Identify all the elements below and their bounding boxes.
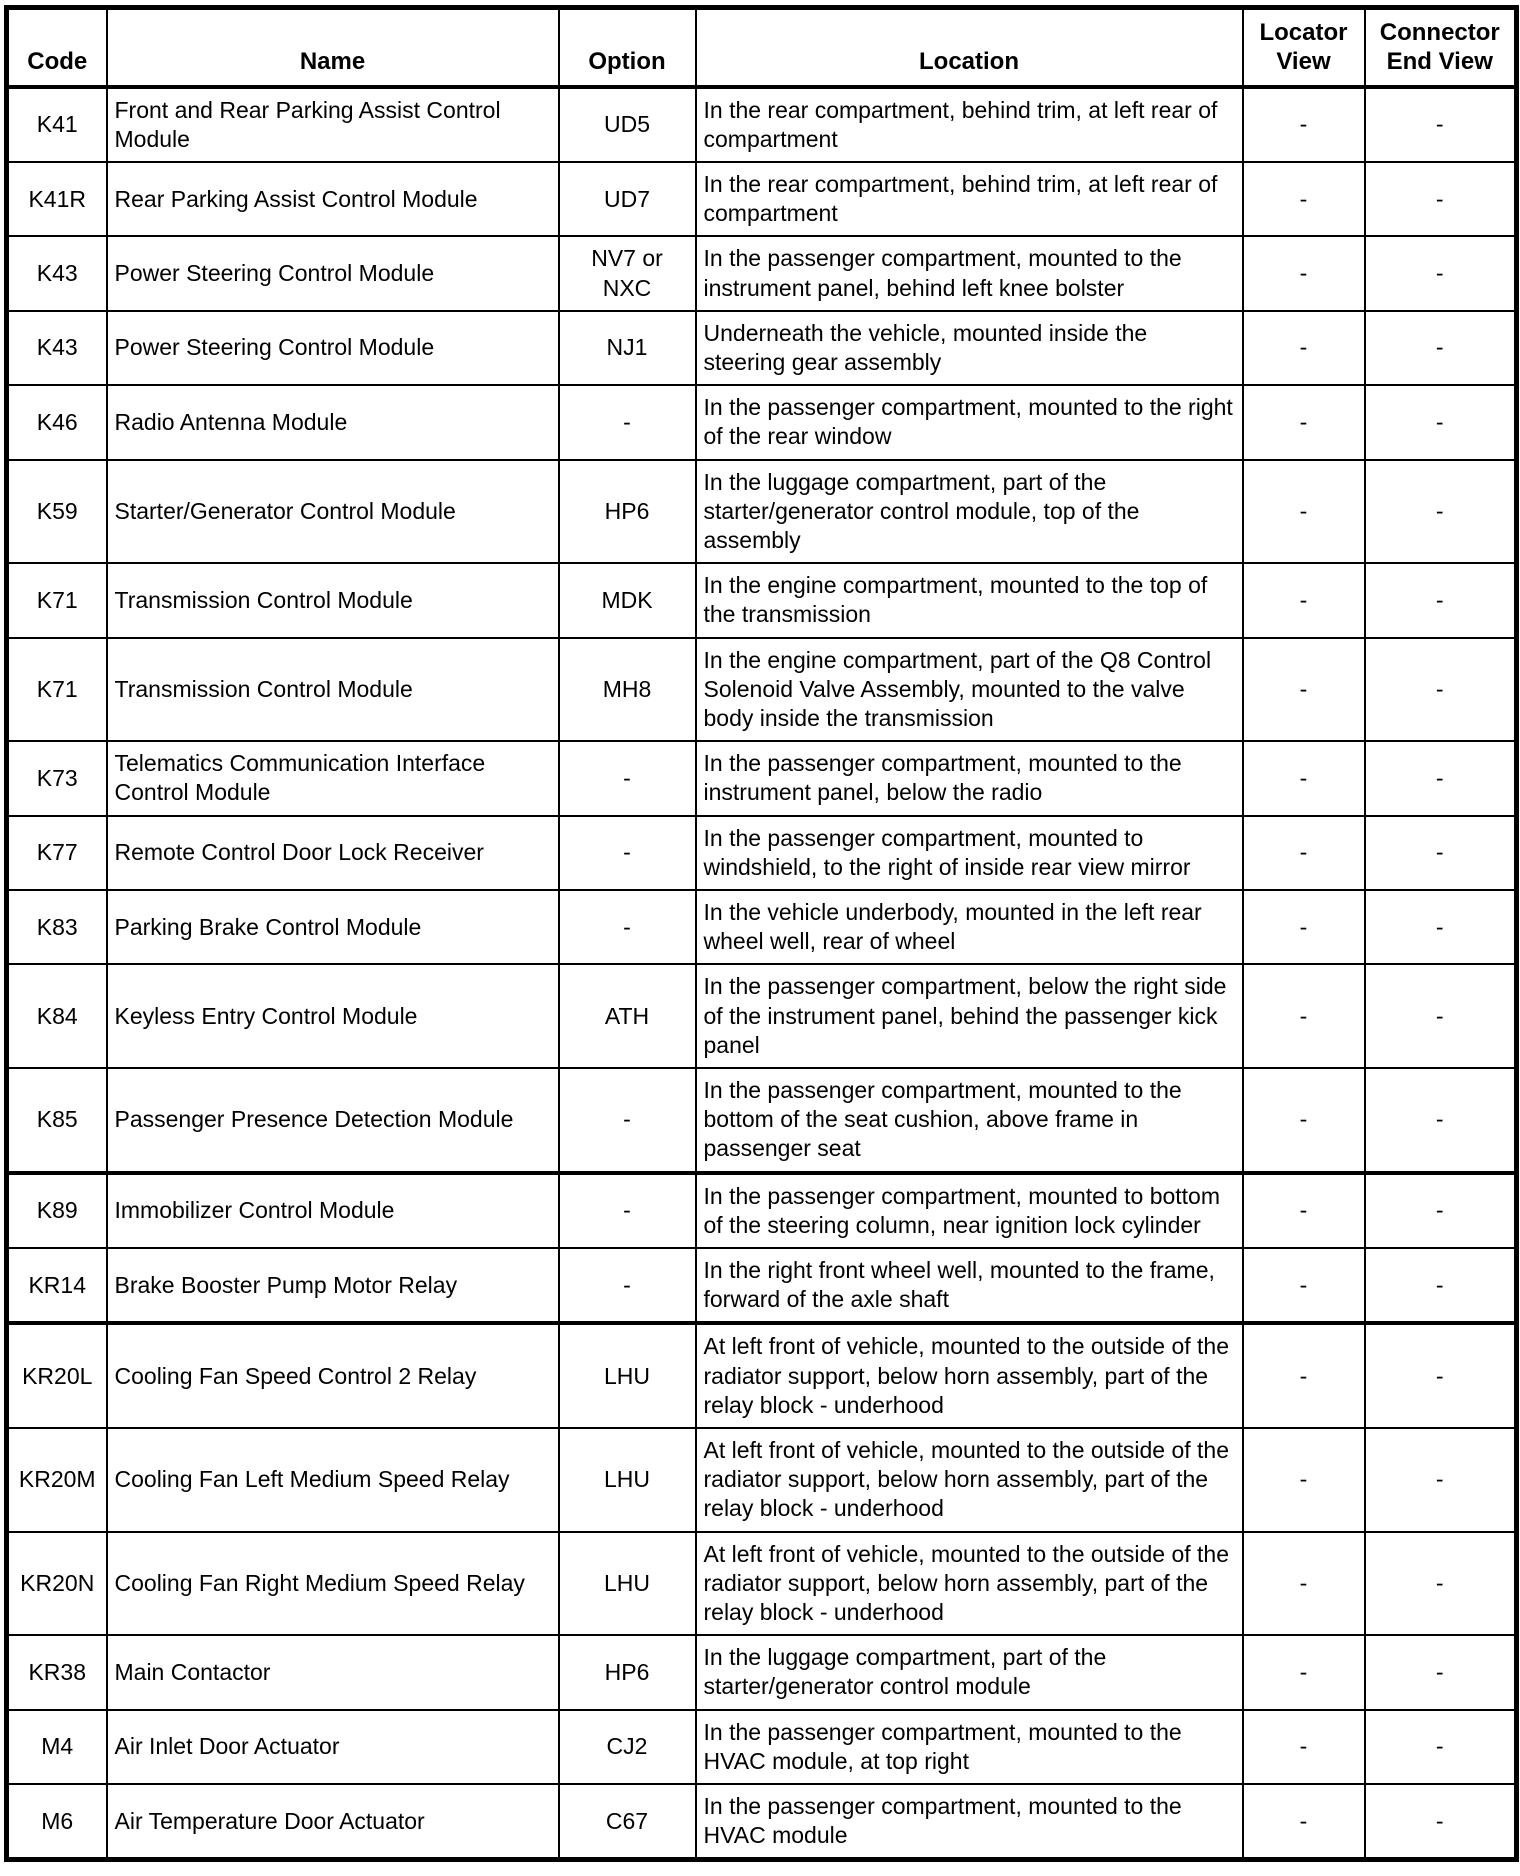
code-cell: K43: [7, 311, 107, 385]
table-row: [7, 311, 1517, 385]
option-cell: HP6: [559, 1635, 696, 1709]
header-code: Code: [7, 8, 107, 87]
location-cell: At left front of vehicle, mounted to the outside of the radiator support, below horn assembly, part of the relay block - underhood: [696, 1532, 1243, 1636]
connector-end-view-cell: -: [1365, 236, 1517, 310]
option-cell: -: [559, 1173, 696, 1248]
option-cell: UD7: [559, 162, 696, 236]
locator-view-cell: -: [1243, 162, 1365, 236]
locator-view-cell: -: [1243, 890, 1365, 964]
locator-view-cell: -: [1243, 236, 1365, 310]
connector-end-view-cell: -: [1365, 1248, 1517, 1323]
header-name: Name: [107, 8, 559, 87]
locator-view-cell: -: [1243, 87, 1365, 162]
connector-end-view-cell: -: [1365, 1428, 1517, 1532]
code-cell: K46: [7, 385, 107, 459]
table-row: [7, 1248, 1517, 1323]
connector-end-view-cell: -: [1365, 816, 1517, 890]
option-cell: -: [559, 385, 696, 459]
code-cell: K43: [7, 236, 107, 310]
location-cell: In the passenger compartment, mounted to the bottom of the seat cushion, above frame in passenger seat: [696, 1068, 1243, 1173]
locator-view-cell: -: [1243, 1784, 1365, 1860]
table-body: [7, 87, 1517, 1860]
locator-view-cell: -: [1243, 311, 1365, 385]
locator-view-cell: -: [1243, 816, 1365, 890]
table-row: [7, 1323, 1517, 1428]
location-cell: In the luggage compartment, part of the starter/generator control module: [696, 1635, 1243, 1709]
option-cell: LHU: [559, 1323, 696, 1428]
table-row: [7, 385, 1517, 459]
option-cell: -: [559, 1248, 696, 1323]
location-cell: In the engine compartment, mounted to the top of the transmission: [696, 563, 1243, 637]
locator-view-cell: -: [1243, 460, 1365, 564]
connector-end-view-cell: -: [1365, 162, 1517, 236]
table-row: [7, 1635, 1517, 1709]
location-cell: In the passenger compartment, mounted to the instrument panel, behind left knee bolster: [696, 236, 1243, 310]
connector-end-view-cell: -: [1365, 1173, 1517, 1248]
location-cell: In the passenger compartment, mounted to the right of the rear window: [696, 385, 1243, 459]
locator-view-cell: -: [1243, 563, 1365, 637]
table-row: [7, 1068, 1517, 1173]
locator-view-cell: -: [1243, 1323, 1365, 1428]
option-cell: MDK: [559, 563, 696, 637]
name-cell: Telematics Communication Interface Control Module: [107, 741, 559, 815]
name-cell: Cooling Fan Left Medium Speed Relay: [107, 1428, 559, 1532]
name-cell: Keyless Entry Control Module: [107, 964, 559, 1068]
code-cell: K73: [7, 741, 107, 815]
option-cell: -: [559, 816, 696, 890]
name-cell: Cooling Fan Speed Control 2 Relay: [107, 1323, 559, 1428]
name-cell: Air Inlet Door Actuator: [107, 1710, 559, 1784]
code-cell: K41: [7, 87, 107, 162]
connector-end-view-cell: -: [1365, 385, 1517, 459]
location-cell: In the passenger compartment, below the right side of the instrument panel, behind the passenger kick panel: [696, 964, 1243, 1068]
table-row: [7, 162, 1517, 236]
connector-end-view-cell: -: [1365, 964, 1517, 1068]
option-cell: -: [559, 1068, 696, 1173]
code-cell: KR20L: [7, 1323, 107, 1428]
locator-view-cell: -: [1243, 1248, 1365, 1323]
table-row: [7, 236, 1517, 310]
table-row: [7, 964, 1517, 1068]
option-cell: HP6: [559, 460, 696, 564]
location-cell: At left front of vehicle, mounted to the outside of the radiator support, below horn assembly, part of the relay block - underhood: [696, 1323, 1243, 1428]
code-cell: M6: [7, 1784, 107, 1860]
connector-end-view-cell: -: [1365, 87, 1517, 162]
table-row: [7, 890, 1517, 964]
connector-end-view-cell: -: [1365, 1635, 1517, 1709]
connector-end-view-cell: -: [1365, 638, 1517, 742]
connector-end-view-cell: -: [1365, 1784, 1517, 1860]
location-cell: In the passenger compartment, mounted to the HVAC module, at top right: [696, 1710, 1243, 1784]
locator-view-cell: -: [1243, 1428, 1365, 1532]
table-row: [7, 1532, 1517, 1636]
table-row: [7, 87, 1517, 162]
name-cell: Transmission Control Module: [107, 638, 559, 742]
code-cell: K41R: [7, 162, 107, 236]
location-cell: At left front of vehicle, mounted to the outside of the radiator support, below horn assembly, part of the relay block - underhood: [696, 1428, 1243, 1532]
location-cell: In the passenger compartment, mounted to the HVAC module: [696, 1784, 1243, 1860]
location-cell: Underneath the vehicle, mounted inside the steering gear assembly: [696, 311, 1243, 385]
code-cell: K89: [7, 1173, 107, 1248]
code-cell: K59: [7, 460, 107, 564]
option-cell: -: [559, 890, 696, 964]
name-cell: Power Steering Control Module: [107, 236, 559, 310]
code-cell: K71: [7, 638, 107, 742]
connector-end-view-cell: -: [1365, 563, 1517, 637]
name-cell: Starter/Generator Control Module: [107, 460, 559, 564]
locator-view-cell: -: [1243, 385, 1365, 459]
option-cell: MH8: [559, 638, 696, 742]
table-row: [7, 1428, 1517, 1532]
option-cell: LHU: [559, 1532, 696, 1636]
option-cell: ATH: [559, 964, 696, 1068]
location-cell: In the right front wheel well, mounted to the frame, forward of the axle shaft: [696, 1248, 1243, 1323]
connector-end-view-cell: -: [1365, 1710, 1517, 1784]
table-row: [7, 816, 1517, 890]
name-cell: Brake Booster Pump Motor Relay: [107, 1248, 559, 1323]
locator-view-cell: -: [1243, 741, 1365, 815]
table-row: [7, 460, 1517, 564]
table-row: [7, 1710, 1517, 1784]
component-location-table: [4, 5, 1519, 1862]
location-cell: In the passenger compartment, mounted to bottom of the steering column, near ignition lock cylinder: [696, 1173, 1243, 1248]
code-cell: K85: [7, 1068, 107, 1173]
code-cell: K83: [7, 890, 107, 964]
option-cell: LHU: [559, 1428, 696, 1532]
option-cell: UD5: [559, 87, 696, 162]
name-cell: Main Contactor: [107, 1635, 559, 1709]
name-cell: Immobilizer Control Module: [107, 1173, 559, 1248]
code-cell: K71: [7, 563, 107, 637]
header-locator-view: Locator View: [1243, 8, 1365, 87]
location-cell: In the rear compartment, behind trim, at left rear of compartment: [696, 87, 1243, 162]
locator-view-cell: -: [1243, 964, 1365, 1068]
name-cell: Parking Brake Control Module: [107, 890, 559, 964]
connector-end-view-cell: -: [1365, 460, 1517, 564]
location-cell: In the rear compartment, behind trim, at left rear of compartment: [696, 162, 1243, 236]
code-cell: KR20M: [7, 1428, 107, 1532]
code-cell: KR38: [7, 1635, 107, 1709]
locator-view-cell: -: [1243, 1068, 1365, 1173]
header-option: Option: [559, 8, 696, 87]
name-cell: Air Temperature Door Actuator: [107, 1784, 559, 1860]
connector-end-view-cell: -: [1365, 1323, 1517, 1428]
header-connector-end-view: Connector End View: [1365, 8, 1517, 87]
option-cell: -: [559, 741, 696, 815]
table-row: [7, 741, 1517, 815]
table-row: [7, 1173, 1517, 1248]
name-cell: Cooling Fan Right Medium Speed Relay: [107, 1532, 559, 1636]
name-cell: Rear Parking Assist Control Module: [107, 162, 559, 236]
connector-end-view-cell: -: [1365, 311, 1517, 385]
name-cell: Transmission Control Module: [107, 563, 559, 637]
name-cell: Radio Antenna Module: [107, 385, 559, 459]
location-cell: In the vehicle underbody, mounted in the left rear wheel well, rear of wheel: [696, 890, 1243, 964]
code-cell: KR20N: [7, 1532, 107, 1636]
connector-end-view-cell: -: [1365, 1068, 1517, 1173]
connector-end-view-cell: -: [1365, 1532, 1517, 1636]
option-cell: NJ1: [559, 311, 696, 385]
table-header: [7, 8, 1517, 87]
name-cell: Front and Rear Parking Assist Control Module: [107, 87, 559, 162]
locator-view-cell: -: [1243, 1173, 1365, 1248]
code-cell: M4: [7, 1710, 107, 1784]
table-row: [7, 1784, 1517, 1860]
header-location: Location: [696, 8, 1243, 87]
option-cell: C67: [559, 1784, 696, 1860]
table-row: [7, 638, 1517, 742]
code-cell: K84: [7, 964, 107, 1068]
location-cell: In the luggage compartment, part of the starter/generator control module, top of the assembly: [696, 460, 1243, 564]
option-cell: CJ2: [559, 1710, 696, 1784]
code-cell: K77: [7, 816, 107, 890]
name-cell: Remote Control Door Lock Receiver: [107, 816, 559, 890]
location-cell: In the passenger compartment, mounted to windshield, to the right of inside rear view mirror: [696, 816, 1243, 890]
location-cell: In the engine compartment, part of the Q8 Control Solenoid Valve Assembly, mounted to the valve body inside the transmission: [696, 638, 1243, 742]
locator-view-cell: -: [1243, 1532, 1365, 1636]
name-cell: Power Steering Control Module: [107, 311, 559, 385]
table-row: [7, 563, 1517, 637]
code-cell: KR14: [7, 1248, 107, 1323]
connector-end-view-cell: -: [1365, 741, 1517, 815]
connector-end-view-cell: -: [1365, 890, 1517, 964]
option-cell: NV7 or NXC: [559, 236, 696, 310]
locator-view-cell: -: [1243, 638, 1365, 742]
locator-view-cell: -: [1243, 1710, 1365, 1784]
location-cell: In the passenger compartment, mounted to the instrument panel, below the radio: [696, 741, 1243, 815]
header-row: [7, 8, 1517, 87]
name-cell: Passenger Presence Detection Module: [107, 1068, 559, 1173]
locator-view-cell: -: [1243, 1635, 1365, 1709]
